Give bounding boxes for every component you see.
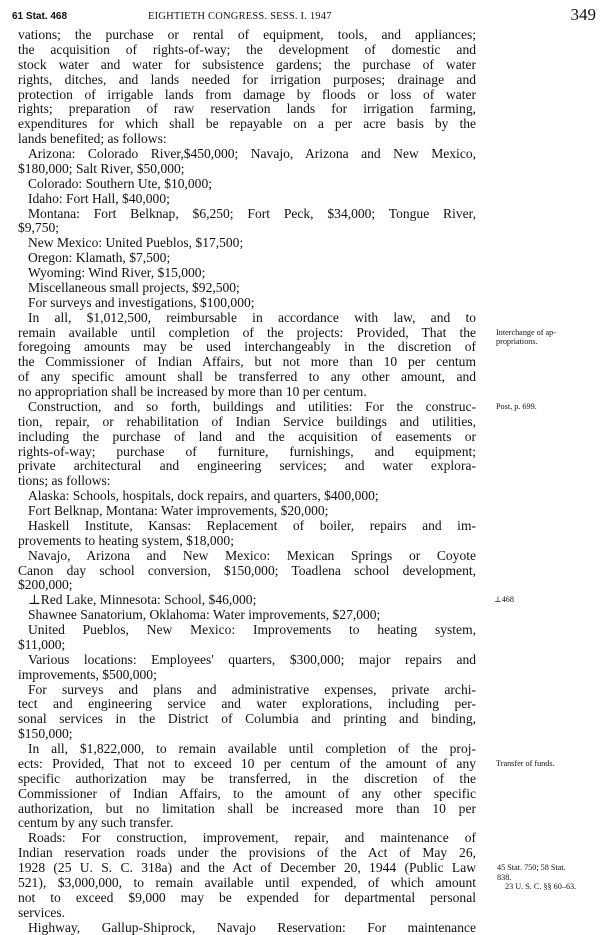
text-line: of any specific amount shall be transferred to any other amount, and bbox=[18, 370, 476, 385]
text-line: $11,000; bbox=[18, 638, 476, 653]
text-line: $180,000; Salt River, $50,000; bbox=[18, 162, 476, 177]
text-line: improvements, $500,000; bbox=[18, 668, 476, 683]
text-line: New Mexico: United Pueblos, $17,500; bbox=[18, 236, 476, 251]
text-line: Idaho: Fort Hall, $40,000; bbox=[18, 192, 476, 207]
text-line: rights; preparation of raw reservation lands for irrigation farming, bbox=[18, 102, 476, 117]
page-number: 349 bbox=[571, 5, 597, 25]
text-line: Navajo, Arizona and New Mexico: Mexican Springs or Coyote bbox=[18, 549, 476, 564]
text-line: Oregon: Klamath, $7,500; bbox=[18, 251, 476, 266]
text-line: Fort Belknap, Montana: Water improvements, $20,000; bbox=[18, 504, 476, 519]
margin-note-line: 838. bbox=[497, 873, 576, 883]
statute-reference: 61 Stat. 468 bbox=[12, 11, 67, 22]
text-line: $150,000; bbox=[18, 727, 476, 742]
text-line: United Pueblos, New Mexico: Improvements to heating system, bbox=[18, 623, 476, 638]
text-line: authorization, but no limitation shall be increased more than 10 per bbox=[18, 802, 476, 817]
margin-note-marker bbox=[494, 595, 514, 605]
text-line: Arizona: Colorado River,$450,000; Navajo, Arizona and New Mexico, bbox=[18, 147, 476, 162]
margin-note-line: Interchange of ap- bbox=[496, 328, 556, 338]
text-line: including the purchase of land and the acquisition of easements or bbox=[18, 430, 476, 445]
margin-note-post bbox=[496, 402, 537, 412]
text-line: not to exceed $9,000 may be expended for departmental personal bbox=[18, 891, 476, 906]
text-line: services. bbox=[18, 906, 476, 921]
text-line: In all, $1,822,000, to remain available until completion of the proj- bbox=[18, 742, 476, 757]
text-line: 521), $3,000,000, to remain available until expended, of which amount bbox=[18, 876, 476, 891]
text-line: Wyoming: Wind River, $15,000; bbox=[18, 266, 476, 281]
text-line: Construction, and so forth, buildings and utilities: For the construc- bbox=[18, 400, 476, 415]
text-line: Indian reservation roads under the provisions of the Act of May 26, bbox=[18, 846, 476, 861]
text-line: Colorado: Southern Ute, $10,000; bbox=[18, 177, 476, 192]
text-line: lands benefited; as follows: bbox=[18, 132, 476, 147]
text-line: Canon day school conversion, $150,000; Toadlena school development, bbox=[18, 564, 476, 579]
running-header: EIGHTIETH CONGRESS. SESS. I. 1947 bbox=[148, 11, 332, 22]
body-text bbox=[18, 28, 476, 935]
text-line: ⊥Red Lake, Minnesota: School, $46,000; bbox=[18, 593, 476, 608]
text-line: remain available until completion of the projects: Provided, That the bbox=[18, 326, 476, 341]
text-line: centum by any such transfer. bbox=[18, 816, 476, 831]
text-line: the acquisition of rights-of-way; the development of domestic and bbox=[18, 43, 476, 58]
text-line: Highway, Gallup-Shiprock, Navajo Reservation: For maintenance bbox=[18, 921, 476, 935]
text-line: Alaska: Schools, hospitals, dock repairs, and quarters, $400,000; bbox=[18, 489, 476, 504]
margin-note-line: 45 Stat. 750; 58 Stat. bbox=[497, 863, 576, 873]
text-line: stock water and water for subsistence gardens; the purchase of water bbox=[18, 58, 476, 73]
text-line: For surveys and investigations, $100,000; bbox=[18, 296, 476, 311]
text-line: Various locations: Employees' quarters, $300,000; major repairs and bbox=[18, 653, 476, 668]
margin-note-line: ⊥468 bbox=[494, 595, 514, 605]
text-line: Montana: Fort Belknap, $6,250; Fort Peck, $34,000; Tongue River, bbox=[18, 207, 476, 222]
margin-note-transfer bbox=[496, 759, 555, 769]
margin-note-citation bbox=[497, 863, 576, 892]
text-line: protection of irrigable lands from damage by floods or loss of water bbox=[18, 88, 476, 103]
text-line: tions; as follows: bbox=[18, 474, 476, 489]
text-line: rights-of-way; purchase of furniture, furnishings, and equipment; bbox=[18, 445, 476, 460]
text-line: Haskell Institute, Kansas: Replacement of boiler, repairs and im- bbox=[18, 519, 476, 534]
margin-note-interchange bbox=[496, 328, 556, 347]
text-line: For surveys and plans and administrative expenses, private archi- bbox=[18, 683, 476, 698]
margin-note-line: Post, p. 699. bbox=[496, 402, 537, 412]
text-line: tect and engineering service and water explorations, including per- bbox=[18, 697, 476, 712]
text-line: specific authorization may be transferred, in the discretion of the bbox=[18, 772, 476, 787]
margin-note-line: propriations. bbox=[496, 337, 556, 347]
margin-note-line: Transfer of funds. bbox=[496, 759, 555, 769]
margin-note-line: 23 U. S. C. §§ 60–63. bbox=[497, 882, 576, 892]
text-line: Miscellaneous small projects, $92,500; bbox=[18, 281, 476, 296]
text-line: the Commissioner of Indian Affairs, but not more than 10 per centum bbox=[18, 355, 476, 370]
text-line: $200,000; bbox=[18, 578, 476, 593]
text-line: tion, repair, or rehabilitation of Indian Service buildings and utilities, bbox=[18, 415, 476, 430]
text-line: In all, $1,012,500, reimbursable in accordance with law, and to bbox=[18, 311, 476, 326]
text-line: 1928 (25 U. S. C. 318a) and the Act of December 20, 1944 (Public Law bbox=[18, 861, 476, 876]
text-line: sonal services in the District of Columbia and printing and binding, bbox=[18, 712, 476, 727]
text-line: provements to heating system, $18,000; bbox=[18, 534, 476, 549]
text-line: $9,750; bbox=[18, 221, 476, 236]
text-line: Commissioner of Indian Affairs, to the amount of any other specific bbox=[18, 787, 476, 802]
text-line: no appropriation shall be increased by more than 10 per centum. bbox=[18, 385, 476, 400]
text-line: private architectural and engineering services; and water explora- bbox=[18, 459, 476, 474]
text-line: rights, ditches, and lands needed for irrigation purposes; drainage and bbox=[18, 73, 476, 88]
text-line: expenditures for which shall be repayable on a per acre basis by the bbox=[18, 117, 476, 132]
text-line: Shawnee Sanatorium, Oklahoma: Water improvements, $27,000; bbox=[18, 608, 476, 623]
text-line: foregoing amounts may be used interchangeably in the discretion of bbox=[18, 340, 476, 355]
text-line: ects: Provided, That not to exceed 10 per centum of the amount of any bbox=[18, 757, 476, 772]
text-line: vations; the purchase or rental of equipment, tools, and appliances; bbox=[18, 28, 476, 43]
text-line: Roads: For construction, improvement, repair, and maintenance of bbox=[18, 831, 476, 846]
